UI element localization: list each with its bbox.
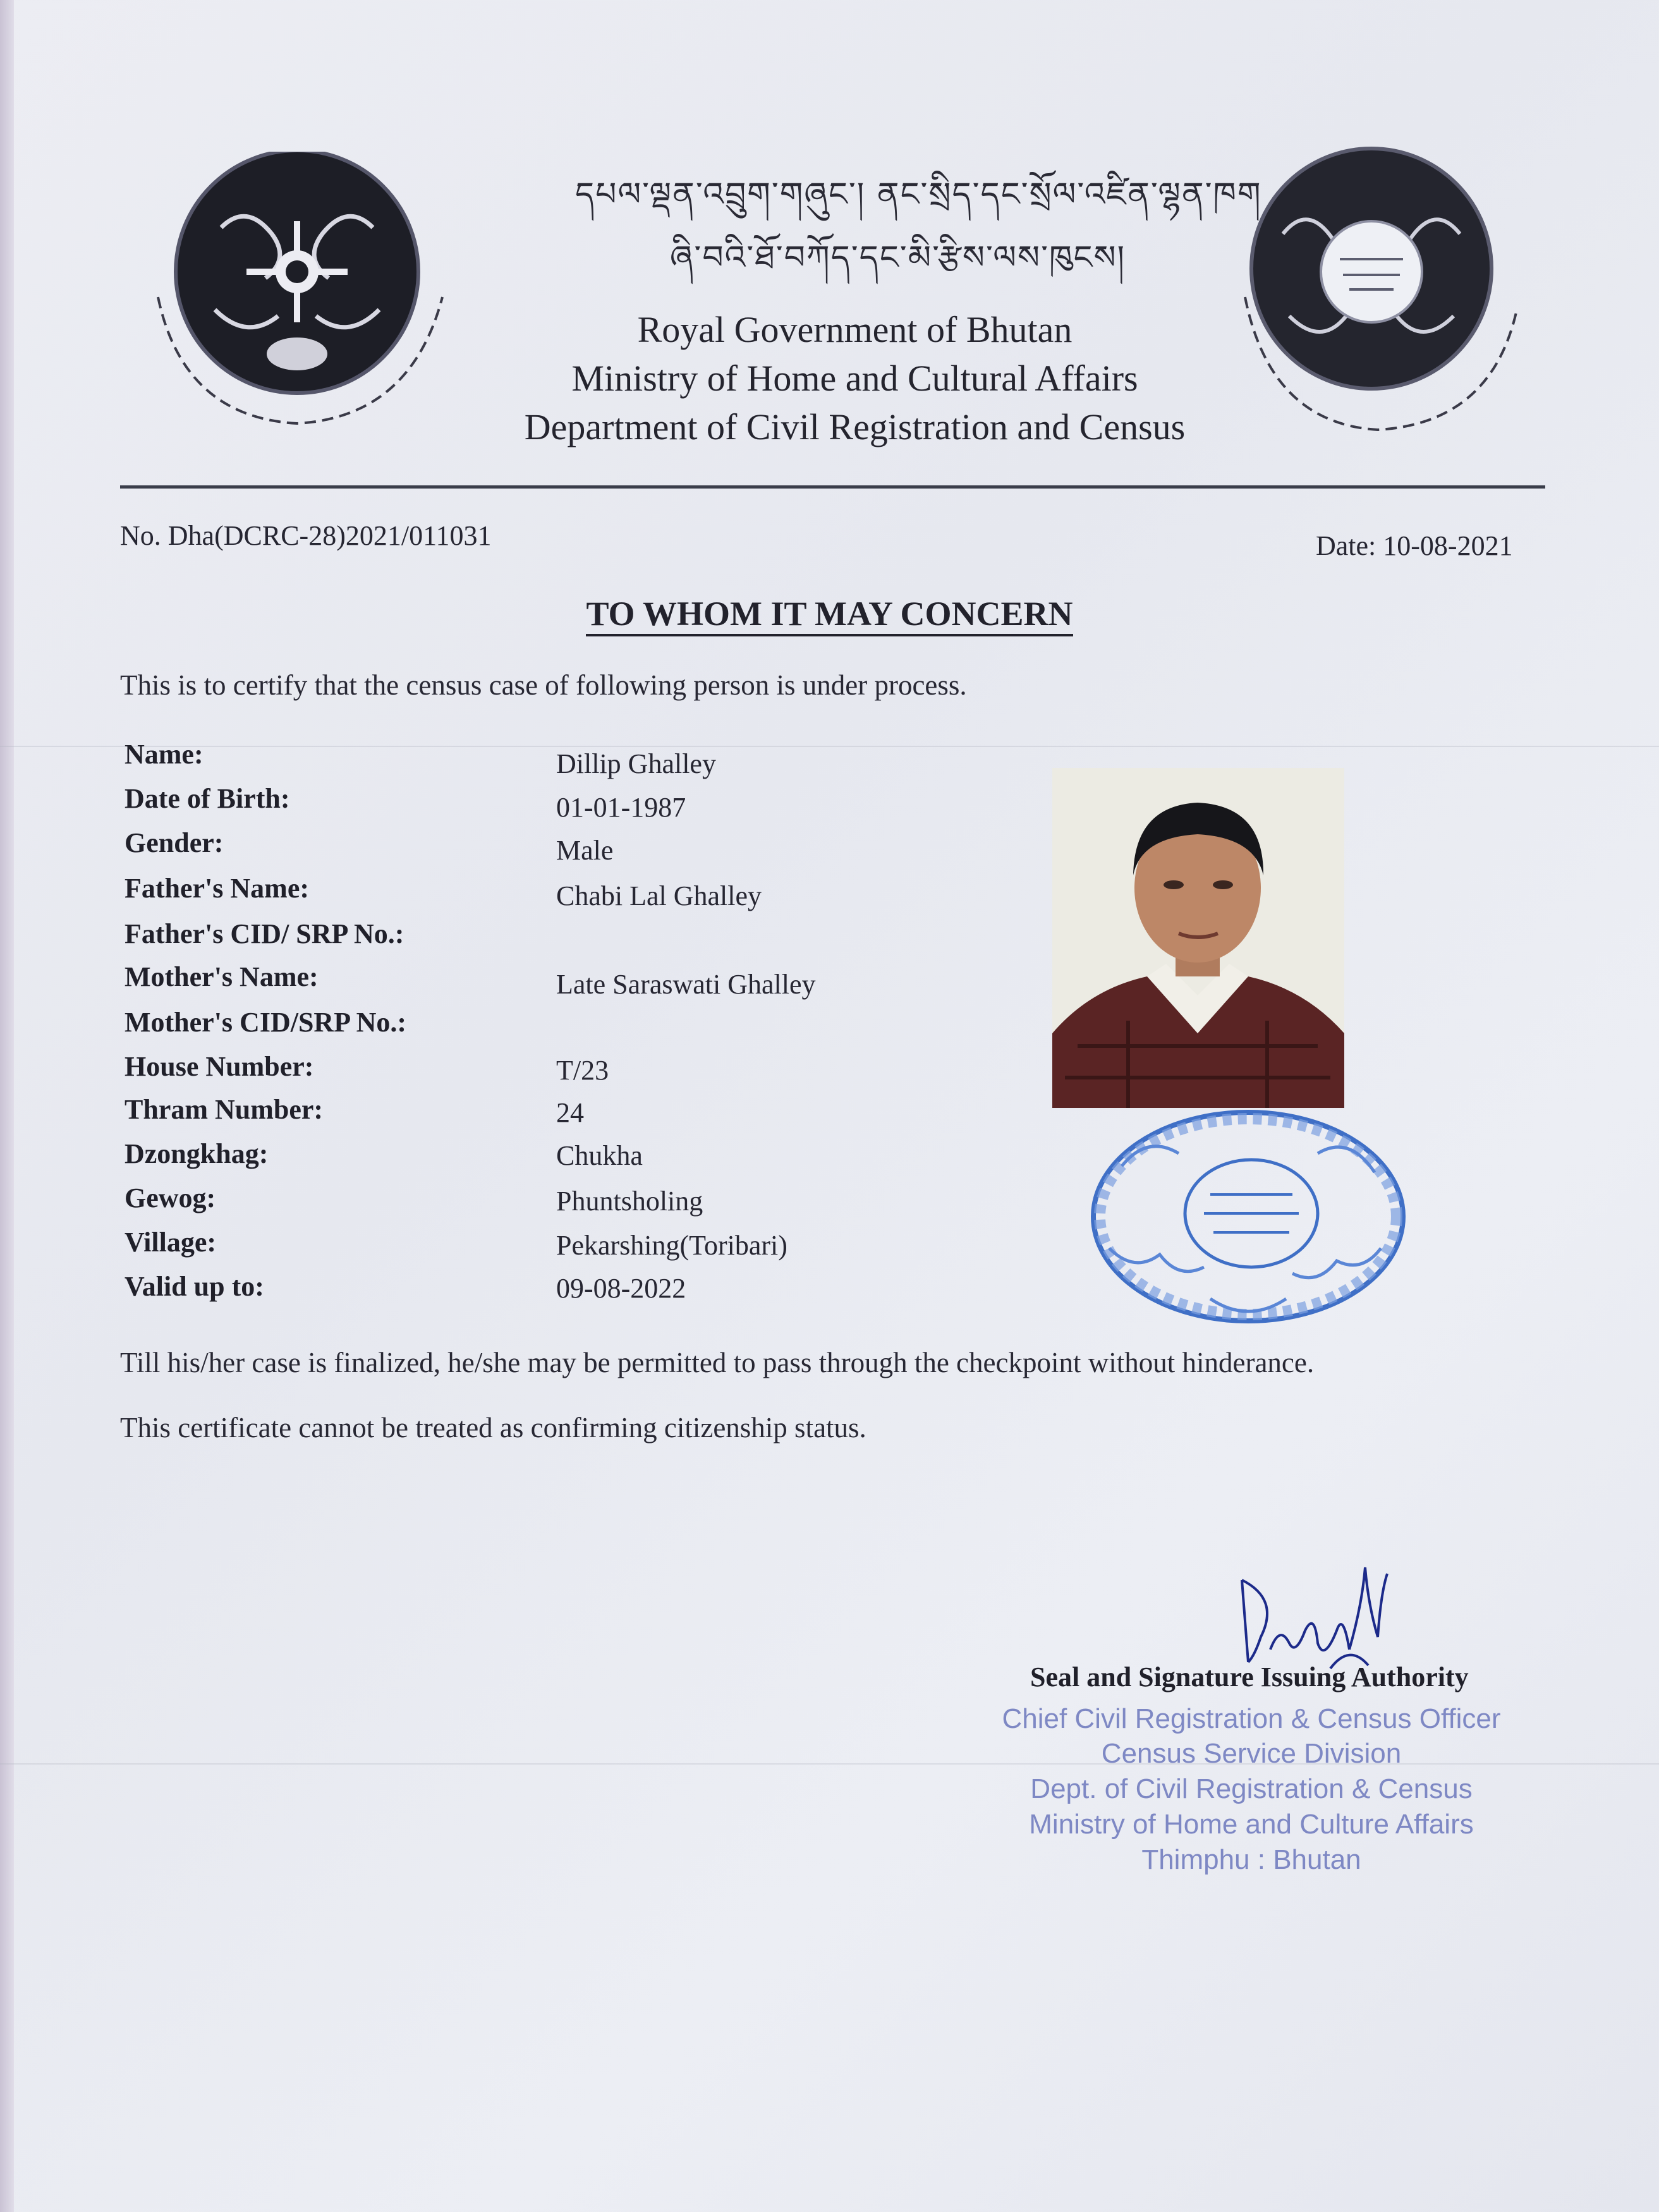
header-ministry: Ministry of Home and Cultural Affairs [571,358,1138,399]
stamp-line-title: Chief Civil Registration & Census Officer [1002,1703,1501,1734]
field-value-house-number: T/23 [556,1055,609,1086]
document-title [0,594,1659,633]
paper-edge [0,0,14,2212]
disclaimer-paragraph: This certificate cannot be treated as confirming citizenship status. [120,1412,866,1443]
field-value-dob: 01-01-1987 [556,792,686,823]
applicant-photo [1052,768,1344,1108]
field-value-gender: Male [556,835,614,866]
field-label: Valid up to: [125,1271,264,1302]
field-label: House Number: [125,1051,314,1082]
document-title-text: TO WHOM IT MAY CONCERN [586,595,1073,636]
field-value-mother-name: Late Saraswati Ghalley [556,969,816,1000]
header-dzongkha-line-2: ཞི་བའི་ཐོ་བཀོད་དང་མི་རྩིས་ལས་ཁུངས། [670,239,1126,277]
field-value-valid-up-to: 09-08-2022 [556,1273,686,1304]
field-label: Thram Number: [125,1094,324,1125]
field-label: Date of Birth: [125,783,290,814]
field-label: Mother's Name: [125,961,319,992]
field-label: Father's Name: [125,873,310,904]
field-label: Mother's CID/SRP No.: [125,1007,407,1038]
official-blue-seal [1084,1109,1413,1356]
signature-caption: Seal and Signature Issuing Authority [1030,1662,1469,1692]
field-label: Dzongkhag: [125,1138,269,1169]
field-label: Gewog: [125,1182,216,1213]
stamp-line-ministry: Ministry of Home and Culture Affairs [1029,1809,1474,1840]
header-department: Department of Civil Registration and Census [524,406,1186,447]
stamp-line-department: Dept. of Civil Registration & Census [1030,1773,1473,1804]
field-label: Gender: [125,827,224,858]
header-government: Royal Government of Bhutan [637,309,1073,350]
field-value-village: Pekarshing(Toribari) [556,1230,787,1261]
field-value-gewog: Phuntsholing [556,1186,703,1217]
field-value-name: Dillip Ghalley [556,748,716,779]
field-label: Father's CID/ SRP No.: [125,918,404,949]
stamp-line-division: Census Service Division [1101,1738,1402,1769]
reference-number: No. Dha(DCRC-28)2021/011031 [120,520,492,551]
field-value-dzongkhag: Chukha [556,1140,643,1171]
photo-portrait [1052,768,1344,1108]
header-divider [120,485,1545,489]
field-label: Name: [125,739,204,770]
field-value-thram-number: 24 [556,1097,584,1128]
stamp-line-location: Thimphu : Bhutan [1141,1844,1361,1875]
field-value-father-name: Chabi Lal Ghalley [556,880,762,911]
field-label: Village: [125,1227,216,1258]
intro-paragraph: This is to certify that the census case of following person is under process. [120,669,967,701]
paper-crease [0,746,1659,747]
issue-date: Date: 10-08-2021 [1316,530,1513,561]
closing-paragraph: Till his/her case is finalized, he/she may be permitted to pass through the checkpoint without hinderance. [120,1347,1315,1378]
header-dzongkha-line-1: དཔལ་ལྡན་འབྲུག་གཞུང་། ནང་སྲིད་དང་སྲོལ་འཛིན་ལྷན་ཁག [575,176,1262,214]
